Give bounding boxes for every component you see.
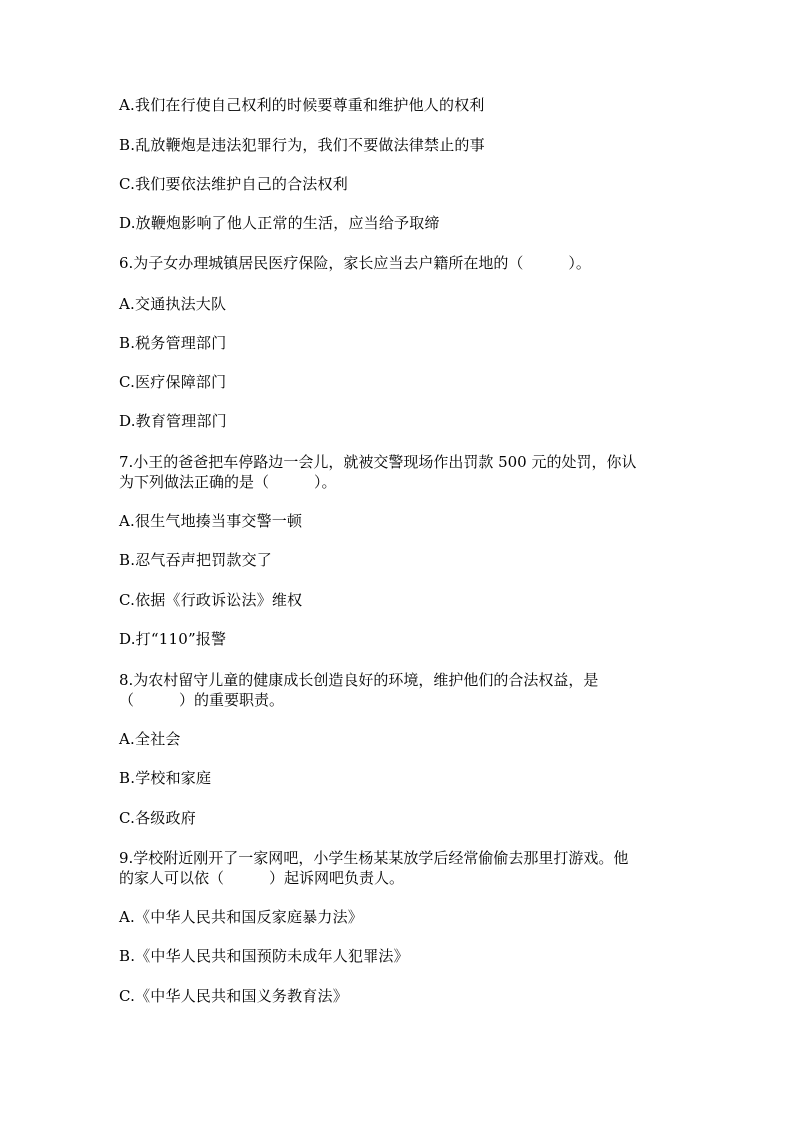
q5-option-a: A.我们在行使自己权利的时候要尊重和维护他人的权利 [119, 96, 485, 114]
q7-option-d: D.打“110”报警 [119, 630, 227, 648]
q7-stem-line1: 7.小王的爸爸把车停路边一会儿，就被交警现场作出罚款 500 元的处罚，你认 [119, 453, 637, 471]
q7-option-a: A.很生气地揍当事交警一顿 [119, 512, 303, 530]
q9-option-a: A.《中华人民共和国反家庭暴力法》 [119, 908, 364, 926]
q8-option-c: C.各级政府 [119, 809, 196, 827]
q6-option-c: C.医疗保障部门 [119, 373, 227, 391]
q7-option-b: B.忍气吞声把罚款交了 [119, 551, 272, 569]
q7-stem-line2: 为下列做法正确的是（ ）。 [119, 473, 337, 491]
q5-option-c: C.我们要依法维护自己的合法权利 [119, 175, 348, 193]
q7-option-c: C.依据《行政诉讼法》维权 [119, 591, 303, 609]
q8-stem-line1: 8.为农村留守儿童的健康成长创造良好的环境，维护他们的合法权益，是 [119, 671, 599, 689]
q8-option-b: B.学校和家庭 [119, 769, 212, 787]
q6-option-b: B.税务管理部门 [119, 334, 227, 352]
q8-option-a: A.全社会 [119, 730, 181, 748]
q9-option-c: C.《中华人民共和国义务教育法》 [119, 987, 348, 1005]
q6-option-a: A.交通执法大队 [119, 295, 227, 313]
q9-option-b: B.《中华人民共和国预防未成年人犯罪法》 [119, 947, 409, 965]
q9-stem-line1: 9.学校附近刚开了一家网吧，小学生杨某某放学后经常偷偷去那里打游戏。他 [119, 849, 629, 867]
q6-stem: 6.为子女办理城镇居民医疗保险，家长应当去户籍所在地的（ ）。 [119, 254, 591, 272]
q5-option-d: D.放鞭炮影响了他人正常的生活，应当给予取缔 [119, 214, 440, 232]
q5-option-b: B.乱放鞭炮是违法犯罪行为，我们不要做法律禁止的事 [119, 136, 485, 154]
q6-option-d: D.教育管理部门 [119, 412, 227, 430]
q9-stem-line2: 的家人可以依（ ）起诉网吧负责人。 [119, 869, 405, 887]
q8-stem-line2: （ ）的重要职责。 [119, 691, 285, 709]
